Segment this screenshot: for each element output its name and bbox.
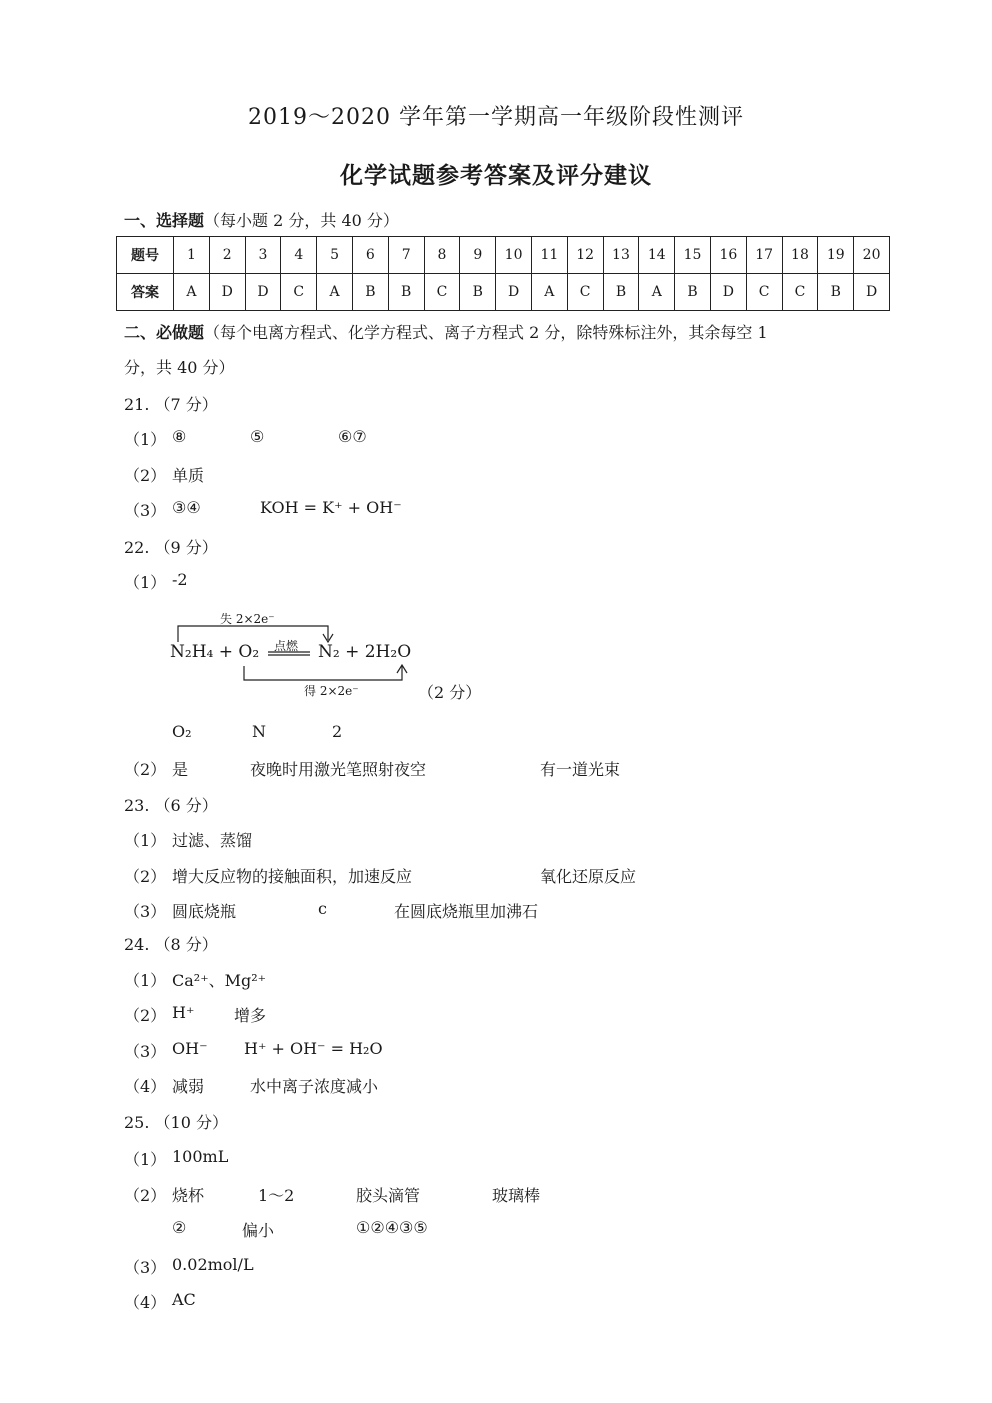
q23-part2-answer-a: 增大反应物的接触面积，加速反应 — [172, 867, 413, 886]
q22-part2-answer-b: 夜晚时用激光笔照射夜空 — [250, 760, 427, 779]
equation-products: N₂ + 2H₂O — [318, 642, 412, 662]
section2-heading — [124, 320, 768, 343]
q25-heading: 25. （10 分） — [124, 1113, 228, 1132]
question-number-cell: 8 — [424, 237, 460, 274]
question-number-cell: 11 — [531, 237, 567, 274]
q22-part2-answer-a: 是 — [172, 760, 189, 779]
question-number-cell: 16 — [710, 237, 746, 274]
reaction-condition: 点燃 — [274, 639, 299, 653]
question-number-cell: 3 — [245, 237, 281, 274]
equation-score: （2 分） — [418, 683, 482, 702]
answer-cell: A — [531, 274, 567, 311]
q24-part2-label: （2） — [124, 1006, 167, 1025]
answer-cell: A — [317, 274, 353, 311]
question-number-cell: 5 — [317, 237, 353, 274]
answer-cell: D — [209, 274, 245, 311]
question-number-cell: 20 — [854, 237, 890, 274]
q23-part3-answer-b: c — [318, 899, 327, 918]
question-number-cell: 10 — [496, 237, 532, 274]
question-number-cell: 14 — [639, 237, 675, 274]
q23-part2-label: （2） — [124, 867, 167, 886]
answer-cell: B — [388, 274, 424, 311]
answer-cell: A — [174, 274, 210, 311]
q21-heading: 21. （7 分） — [124, 395, 218, 414]
section1-heading — [124, 208, 399, 231]
q24-part4-label: （4） — [124, 1077, 167, 1096]
q21-part2-label: （2） — [124, 466, 167, 485]
q24-part4-answer-a: 减弱 — [172, 1077, 205, 1096]
q21-part1-label: （1） — [124, 430, 167, 449]
question-number-cell: 7 — [388, 237, 424, 274]
q22-part1-label: （1） — [124, 573, 167, 592]
q25-part2-answer-g: ①②④③⑤ — [356, 1218, 428, 1237]
q22-heading: 22. （9 分） — [124, 538, 218, 557]
question-number-cell: 13 — [603, 237, 639, 274]
q22-oxidant: O₂ — [172, 722, 192, 741]
q25-part4-answer: AC — [172, 1290, 196, 1309]
q21-part1-answer-b: ⑤ — [250, 427, 265, 446]
q25-part2-answer-e: ② — [172, 1218, 187, 1237]
q25-part2-answer-d: 玻璃棒 — [492, 1186, 541, 1205]
section2-note-cont: 分，共 40 分） — [124, 358, 235, 377]
q24-part1-label: （1） — [124, 971, 167, 990]
q24-part4-answer-b: 水中离子浓度减小 — [250, 1077, 379, 1096]
answer-cell: C — [567, 274, 603, 311]
q22-number: 2 — [332, 722, 343, 741]
question-number-cell: 19 — [818, 237, 854, 274]
q22-element: N — [252, 722, 266, 741]
q23-part3-answer-a: 圆底烧瓶 — [172, 902, 237, 921]
answer-cell: D — [710, 274, 746, 311]
q23-part3-answer-c: 在圆底烧瓶里加沸石 — [394, 902, 539, 921]
answer-cell: C — [782, 274, 818, 311]
q25-part4-label: （4） — [124, 1293, 167, 1312]
answer-cell: D — [245, 274, 281, 311]
table-row-numbers — [117, 237, 890, 274]
question-number-cell: 1 — [174, 237, 210, 274]
q23-heading: 23. （6 分） — [124, 796, 218, 815]
answer-cell: B — [818, 274, 854, 311]
table-header-answer: 答案 — [117, 274, 174, 311]
electron-gain-label: 得 2×2e⁻ — [304, 684, 359, 698]
answer-cell: B — [352, 274, 388, 311]
q24-part1-answer: Ca²⁺、Mg²⁺ — [172, 971, 267, 990]
section2-label: 二、必做题 — [124, 323, 205, 342]
answer-cell: B — [603, 274, 639, 311]
page-subtitle: 化学试题参考答案及评分建议 — [340, 162, 652, 189]
q24-part2-answer-a: H⁺ — [172, 1003, 195, 1022]
q25-part2-answer-c: 胶头滴管 — [356, 1186, 421, 1205]
q24-part3-label: （3） — [124, 1042, 167, 1061]
q21-part1-answer-a: ⑧ — [172, 427, 187, 446]
electron-loss-label: 失 2×2e⁻ — [220, 612, 275, 626]
question-number-cell: 4 — [281, 237, 317, 274]
question-number-cell: 18 — [782, 237, 818, 274]
question-number-cell: 15 — [675, 237, 711, 274]
equation-reactants: N₂H₄ + O₂ — [170, 642, 260, 662]
q21-part3-answer: ③④ — [172, 498, 201, 517]
answer-cell: D — [496, 274, 532, 311]
q23-part1-answer: 过滤、蒸馏 — [172, 831, 253, 850]
q21-part2-answer: 单质 — [172, 466, 205, 485]
answer-cell: B — [460, 274, 496, 311]
q24-part2-answer-b: 增多 — [234, 1006, 267, 1025]
q21-part3-equation: KOH = K⁺ + OH⁻ — [260, 498, 402, 517]
q24-heading: 24. （8 分） — [124, 935, 218, 954]
answer-cell: D — [854, 274, 890, 311]
answer-cell: C — [746, 274, 782, 311]
question-number-cell: 2 — [209, 237, 245, 274]
q24-part3-answer-a: OH⁻ — [172, 1039, 208, 1058]
q25-part1-answer: 100mL — [172, 1147, 229, 1166]
q25-part2-answer-f: 偏小 — [242, 1221, 275, 1240]
q25-part3-answer: 0.02mol/L — [172, 1255, 254, 1274]
answer-cell: C — [424, 274, 460, 311]
q25-part2-label: （2） — [124, 1186, 167, 1205]
q23-part1-label: （1） — [124, 831, 167, 850]
redox-equation-diagram — [160, 600, 560, 710]
q23-part2-answer-b: 氧化还原反应 — [540, 867, 637, 886]
q21-part1-answer-c: ⑥⑦ — [338, 427, 367, 446]
q25-part2-answer-b: 1～2 — [258, 1186, 295, 1205]
question-number-cell: 12 — [567, 237, 603, 274]
answer-cell: A — [639, 274, 675, 311]
answer-table — [116, 236, 890, 311]
question-number-cell: 17 — [746, 237, 782, 274]
q24-part3-answer-b: H⁺ + OH⁻ = H₂O — [244, 1039, 383, 1058]
page-title: 2019～2020 学年第一学期高一年级阶段性测评 — [248, 105, 744, 130]
question-number-cell: 9 — [460, 237, 496, 274]
q25-part2-answer-a: 烧杯 — [172, 1186, 205, 1205]
question-number-cell: 6 — [352, 237, 388, 274]
q22-part2-label: （2） — [124, 760, 167, 779]
answer-cell: C — [281, 274, 317, 311]
table-header-number: 题号 — [117, 237, 174, 274]
q22-part1-answer: -2 — [172, 570, 188, 589]
section2-note: （每个电离方程式、化学方程式、离子方程式 2 分，除特殊标注外，其余每空 1 — [204, 323, 768, 342]
q25-part3-label: （3） — [124, 1258, 167, 1277]
q25-part1-label: （1） — [124, 1150, 167, 1169]
section1-label: 一、选择题 — [124, 211, 205, 230]
q21-part3-label: （3） — [124, 501, 167, 520]
table-row-answers — [117, 274, 890, 311]
q23-part3-label: （3） — [124, 902, 167, 921]
q22-part2-answer-c: 有一道光束 — [540, 760, 621, 779]
section1-note: （每小题 2 分，共 40 分） — [204, 211, 399, 230]
answer-cell: B — [675, 274, 711, 311]
